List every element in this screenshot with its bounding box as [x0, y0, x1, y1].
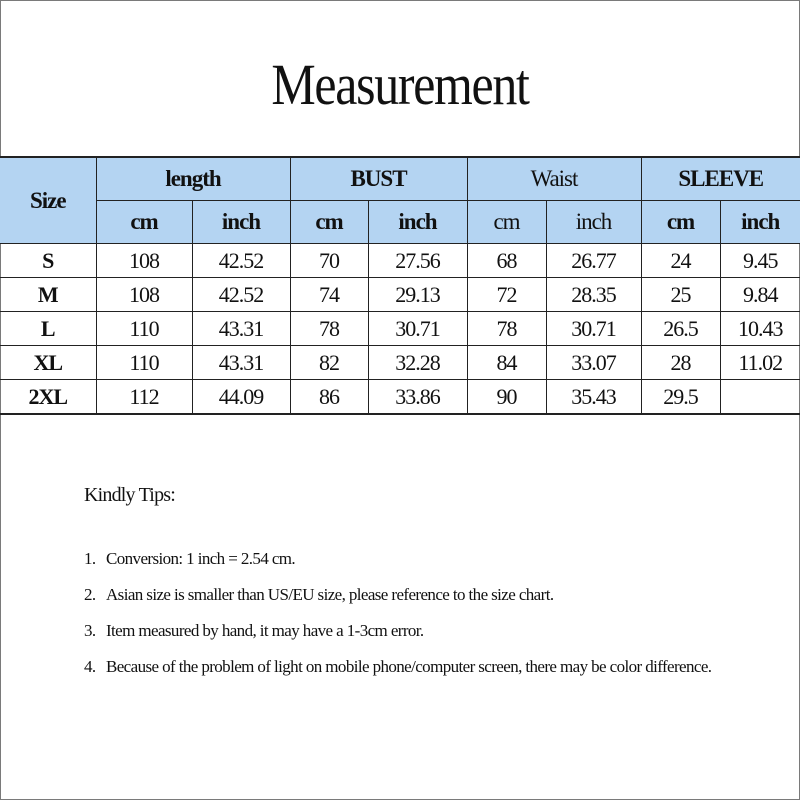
table-cell: 9.84 [720, 278, 800, 312]
list-item [84, 577, 764, 613]
table-cell: 90 [467, 380, 546, 415]
table-cell: 30.71 [546, 312, 641, 346]
table-cell: 70 [290, 244, 368, 278]
kindly-tips [84, 484, 764, 685]
table-cell: 82 [290, 346, 368, 380]
list-item [84, 541, 764, 577]
table-cell: 35.43 [546, 380, 641, 415]
list-text: Item measured by hand, it may have a 1-3cm error. [106, 621, 424, 640]
table-cell: 110 [96, 346, 192, 380]
table-cell: 24 [641, 244, 720, 278]
size-label: L [0, 312, 96, 346]
table-cell: 108 [96, 278, 192, 312]
table-cell: 110 [96, 312, 192, 346]
list-text: Asian size is smaller than US/EU size, please reference to the size chart. [106, 585, 554, 604]
table-row [0, 278, 800, 312]
unit-header: inch [368, 201, 467, 244]
unit-header: inch [192, 201, 290, 244]
table-cell: 68 [467, 244, 546, 278]
list-text: Because of the problem of light on mobile phone/computer screen, there may be color difference. [106, 657, 712, 676]
table-cell: 84 [467, 346, 546, 380]
table-cell: 11.02 [720, 346, 800, 380]
table-row [0, 244, 800, 278]
table-row [0, 380, 800, 415]
table-cell: 44.09 [192, 380, 290, 415]
table-cell: 78 [290, 312, 368, 346]
size-chart-table [0, 156, 800, 415]
table-cell: 25 [641, 278, 720, 312]
list-item [84, 649, 764, 685]
table-cell: 43.31 [192, 346, 290, 380]
unit-header: inch [720, 201, 800, 244]
table-cell: 112 [96, 380, 192, 415]
list-number: 4. [84, 657, 96, 676]
size-column-header: Size [0, 157, 96, 244]
list-text: Conversion: 1 inch = 2.54 cm. [106, 549, 296, 568]
table-cell: 28.35 [546, 278, 641, 312]
table-cell: 32.28 [368, 346, 467, 380]
table-cell: 43.31 [192, 312, 290, 346]
table-cell: 42.52 [192, 244, 290, 278]
page-title: Measurement [271, 52, 529, 117]
unit-header: inch [546, 201, 641, 244]
table-cell: 27.56 [368, 244, 467, 278]
table-cell: 108 [96, 244, 192, 278]
size-label: XL [0, 346, 96, 380]
table-cell: 29.5 [641, 380, 720, 415]
table-cell: 86 [290, 380, 368, 415]
group-header-sleeve: SLEEVE [641, 157, 800, 201]
size-label: 2XL [0, 380, 96, 415]
table-cell: 42.52 [192, 278, 290, 312]
group-header-bust: BUST [290, 157, 467, 201]
table-cell: 33.86 [368, 380, 467, 415]
list-number: 1. [84, 549, 96, 568]
table-cell: 78 [467, 312, 546, 346]
table-row [0, 312, 800, 346]
size-label: M [0, 278, 96, 312]
tips-list [84, 541, 764, 685]
size-label: S [0, 244, 96, 278]
group-header-waist: Waist [467, 157, 641, 201]
table-cell [720, 380, 800, 415]
table-cell: 26.5 [641, 312, 720, 346]
table-cell: 72 [467, 278, 546, 312]
table-cell: 28 [641, 346, 720, 380]
table-cell: 33.07 [546, 346, 641, 380]
table-cell: 30.71 [368, 312, 467, 346]
unit-header: cm [467, 201, 546, 244]
unit-header: cm [290, 201, 368, 244]
table-cell: 9.45 [720, 244, 800, 278]
list-number: 3. [84, 621, 96, 640]
table-row [0, 346, 800, 380]
group-header-length: length [96, 157, 290, 201]
list-item [84, 613, 764, 649]
table-cell: 29.13 [368, 278, 467, 312]
table-cell: 10.43 [720, 312, 800, 346]
unit-header: cm [641, 201, 720, 244]
list-number: 2. [84, 585, 96, 604]
table-cell: 26.77 [546, 244, 641, 278]
unit-header: cm [96, 201, 192, 244]
table-cell: 74 [290, 278, 368, 312]
tips-heading: Kindly Tips: [84, 484, 176, 506]
